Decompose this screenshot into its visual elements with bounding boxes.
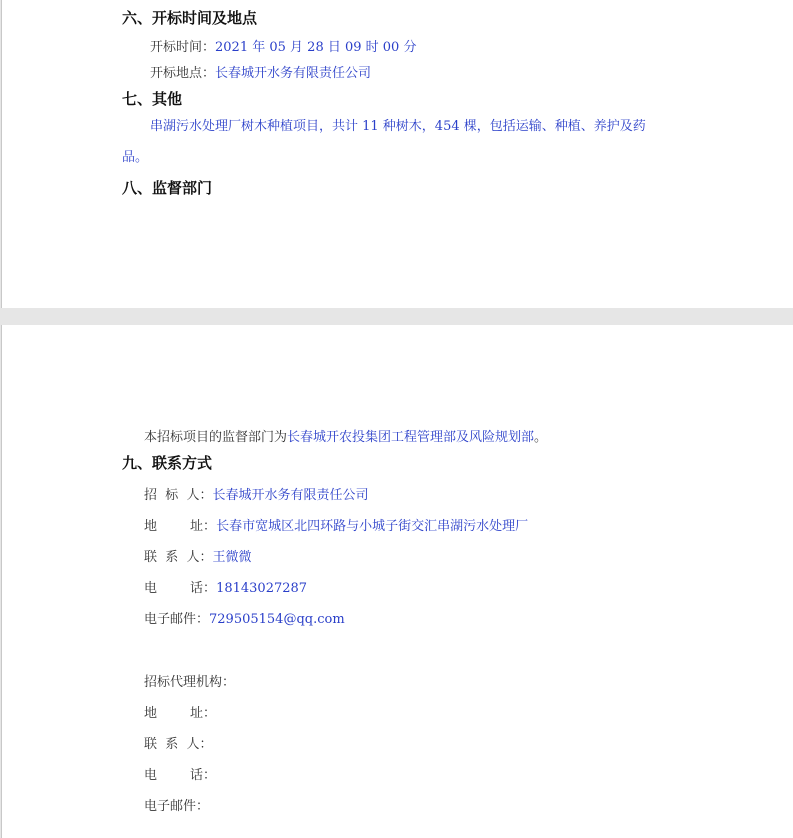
- contact-label: 联 系 人：: [144, 550, 213, 565]
- contact-row: [144, 546, 252, 565]
- bid-opening-place-label: 开标地点：: [150, 66, 216, 81]
- bid-opening-place-row: [150, 62, 371, 81]
- bid-opening-time-row: [150, 36, 416, 55]
- section-8-heading: 八、监督部门: [122, 179, 213, 197]
- agency-email-label: 电子邮件：: [144, 799, 210, 814]
- section-9-heading: 九、联系方式: [122, 454, 213, 472]
- email-label: 电子邮件：: [144, 612, 210, 627]
- other-description-line-1: 串湖污水处理厂树木种植项目，共计 11 种树木，454 棵，包括运输、种植、养护及药: [150, 119, 646, 134]
- tenderer-value: 长春城开水务有限责任公司: [212, 488, 369, 503]
- agency-title: 招标代理机构：: [144, 675, 236, 690]
- phone-row: [144, 577, 307, 596]
- phone-value: 18143027287: [216, 581, 308, 596]
- email-row: [144, 608, 345, 627]
- agency-address-label: 地 址：: [144, 706, 217, 721]
- phone-label: 电 话：: [144, 581, 217, 596]
- supervision-paragraph: [144, 426, 547, 445]
- document-page-1: [1, 0, 793, 308]
- supervision-prefix: 本招标项目的监督部门为: [144, 430, 288, 445]
- document-page-2: [1, 325, 793, 838]
- section-6-heading: 六、开标时间及地点: [122, 9, 258, 27]
- bid-opening-place-value: 长春城开水务有限责任公司: [215, 66, 372, 81]
- bid-opening-time-label: 开标时间：: [150, 40, 216, 55]
- email-value[interactable]: 729505154@qq.com: [209, 612, 345, 627]
- other-description-line-2: 品。: [122, 150, 149, 165]
- address-value: 长春市宽城区北四环路与小城子街交汇串湖污水处理厂: [216, 519, 529, 534]
- supervision-suffix: 。: [534, 430, 548, 445]
- address-label: 地 址：: [144, 519, 217, 534]
- tenderer-row: [144, 484, 369, 503]
- tenderer-label: 招 标 人：: [144, 488, 213, 503]
- agency-contact-label: 联 系 人：: [144, 737, 213, 752]
- section-7-heading: 七、其他: [122, 90, 183, 108]
- agency-phone-label: 电 话：: [144, 768, 217, 783]
- bid-opening-time-value: 2021 年 05 月 28 日 09 时 00 分: [215, 40, 417, 55]
- address-row: [144, 515, 528, 534]
- supervision-department: 长春城开农投集团工程管理部及风险规划部: [287, 430, 535, 445]
- contact-value: 王微微: [212, 550, 252, 565]
